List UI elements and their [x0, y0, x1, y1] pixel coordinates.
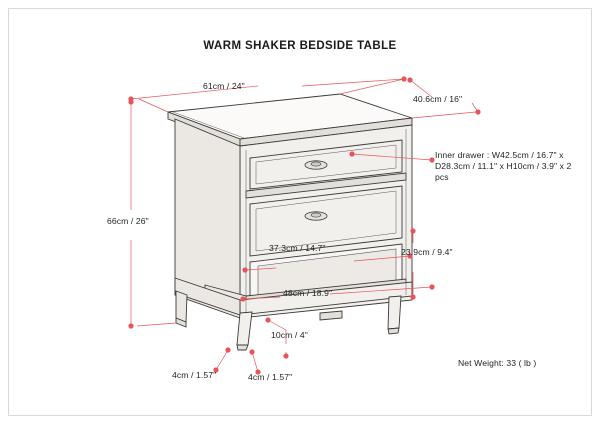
- page-title: WARM SHAKER BEDSIDE TABLE: [203, 40, 397, 52]
- dimension-label-shelf-depth: 37.3cm / 14.7": [269, 243, 326, 253]
- dimension-label-leg-height: 10cm / 4": [271, 330, 308, 340]
- dimension-label-shelf-clearance: 23.9cm / 9.4": [401, 247, 453, 257]
- dimension-label-width-top: 61cm / 24": [203, 81, 245, 91]
- dimension-label-depth-top: 40.6cm / 16": [413, 94, 463, 104]
- callout-inner-drawer: Inner drawer : W42.5cm / 16.7" x D28.3cm / 11.1" x H10cm / 3.9" x 2 pcs: [435, 150, 572, 182]
- dimension-label-leg-thickness-left: 4cm / 1.57": [172, 370, 217, 380]
- dimension-label-shelf-width: 48cm / 18.9": [283, 288, 333, 298]
- dimension-label-leg-thickness-front: 4cm / 1.57": [248, 372, 293, 382]
- net-weight-label: Net Weight: 33 ( lb ): [458, 358, 537, 368]
- dimension-label-height-overall: 66cm / 26": [107, 216, 149, 226]
